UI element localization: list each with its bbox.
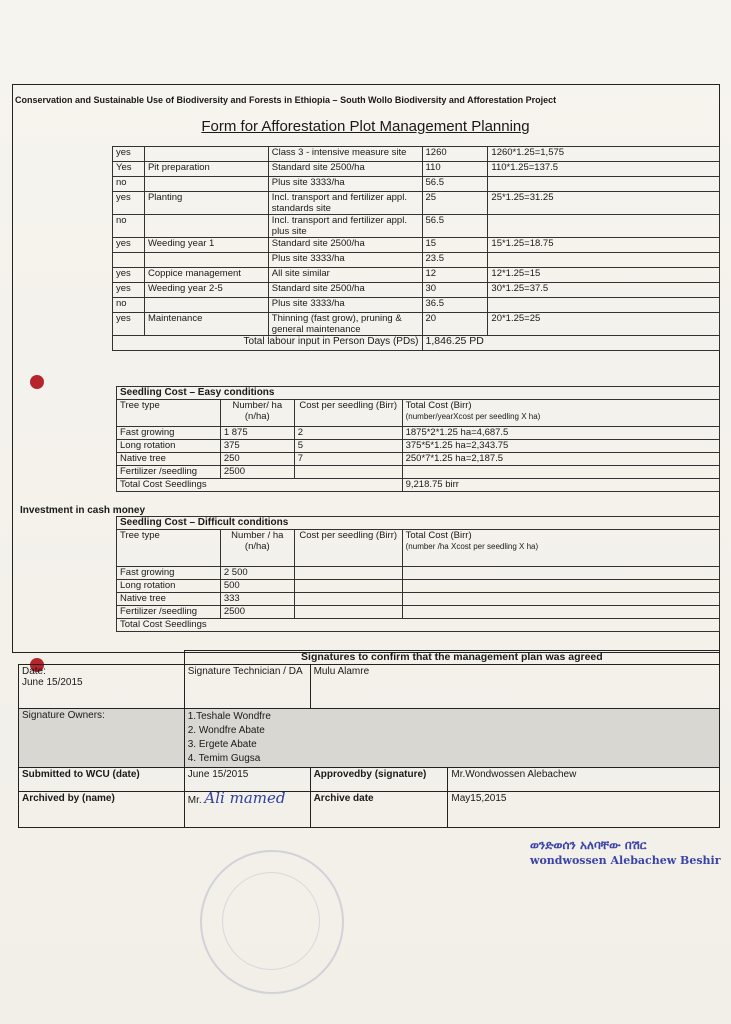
labour-yes-no: yes bbox=[113, 283, 145, 298]
easy-tree-type: Fertilizer /seedling bbox=[117, 466, 221, 479]
archived-signature: Ali mamed bbox=[204, 789, 286, 807]
labour-row bbox=[113, 162, 720, 177]
technician-label: Signature Technician / DA bbox=[184, 665, 310, 709]
easy-col-number: Number/ ha (n/ha) bbox=[220, 400, 294, 427]
labour-calculation: 110*1.25=137.5 bbox=[488, 162, 720, 177]
labour-yes-no: Yes bbox=[113, 162, 145, 177]
easy-number: 250 bbox=[220, 453, 294, 466]
difficult-cost bbox=[294, 567, 402, 580]
labour-site: Thinning (fast grow), pruning & general maintenance bbox=[268, 313, 422, 336]
easy-cost: 2 bbox=[294, 427, 402, 440]
difficult-total bbox=[402, 580, 719, 593]
labour-activity: Maintenance bbox=[144, 313, 268, 336]
labour-yes-no: yes bbox=[113, 192, 145, 215]
investment-label: Investment in cash money bbox=[20, 505, 146, 516]
easy-row bbox=[117, 453, 720, 466]
labour-site: Plus site 3333/ha bbox=[268, 253, 422, 268]
labour-person-days: 12 bbox=[422, 268, 488, 283]
easy-col-total-label: Total Cost (Birr) bbox=[405, 400, 472, 411]
easy-title: Seedling Cost – Easy conditions bbox=[117, 387, 720, 400]
labour-activity bbox=[144, 147, 268, 162]
archived-value bbox=[184, 789, 310, 828]
labour-calculation bbox=[488, 215, 720, 238]
labour-row bbox=[113, 283, 720, 298]
labour-activity: Weeding year 1 bbox=[144, 238, 268, 253]
difficult-tree-type: Long rotation bbox=[117, 580, 221, 593]
easy-row bbox=[117, 466, 720, 479]
signature-heading: Signatures to confirm that the management plan was agreed bbox=[184, 651, 719, 665]
labour-activity: Pit preparation bbox=[144, 162, 268, 177]
easy-total: 1875*2*1.25 ha=4,687.5 bbox=[402, 427, 719, 440]
archive-date-label: Archive date bbox=[310, 792, 448, 828]
difficult-seedling-table bbox=[116, 516, 720, 632]
labour-person-days: 1260 bbox=[422, 147, 488, 162]
labour-activity bbox=[144, 177, 268, 192]
easy-total: 375*5*1.25 ha=2,343.75 bbox=[402, 440, 719, 453]
stamp-amharic: ወንድወሰን አለባቸው በሽር bbox=[530, 838, 647, 852]
labour-yes-no: yes bbox=[113, 147, 145, 162]
labour-calculation bbox=[488, 253, 720, 268]
difficult-number: 2 500 bbox=[220, 567, 294, 580]
difficult-cost bbox=[294, 606, 402, 619]
approved-label: Approvedby (signature) bbox=[310, 768, 448, 792]
difficult-row bbox=[117, 567, 720, 580]
difficult-total bbox=[402, 567, 719, 580]
labour-person-days: 15 bbox=[422, 238, 488, 253]
signature-table bbox=[18, 650, 720, 828]
labour-person-days: 110 bbox=[422, 162, 488, 177]
easy-total bbox=[402, 466, 719, 479]
labour-yes-no: no bbox=[113, 298, 145, 313]
difficult-row bbox=[117, 593, 720, 606]
easy-number: 2500 bbox=[220, 466, 294, 479]
stamp-latin: wondwossen Alebachew Beshir bbox=[530, 854, 721, 867]
technician-name: Mulu Alamre bbox=[310, 665, 719, 709]
submitted-label: Submitted to WCU (date) bbox=[19, 768, 185, 792]
difficult-number: 2500 bbox=[220, 606, 294, 619]
labour-table bbox=[112, 146, 720, 351]
labour-activity bbox=[144, 215, 268, 238]
owner-2: 2. Wondfre Abate bbox=[187, 725, 265, 736]
labour-person-days: 23.5 bbox=[422, 253, 488, 268]
archived-label: Archived by (name) bbox=[19, 792, 185, 828]
labour-site: Plus site 3333/ha bbox=[268, 177, 422, 192]
easy-total-label: Total Cost Seedlings bbox=[117, 479, 403, 492]
easy-number: 1 875 bbox=[220, 427, 294, 440]
difficult-cost bbox=[294, 580, 402, 593]
difficult-col-total bbox=[402, 530, 719, 567]
owner-1: 1.Teshale Wondfre bbox=[187, 711, 271, 722]
difficult-col-type: Tree type bbox=[117, 530, 221, 567]
labour-calculation: 12*1.25=15 bbox=[488, 268, 720, 283]
labour-activity bbox=[144, 253, 268, 268]
labour-calculation bbox=[488, 177, 720, 192]
easy-seedling-table bbox=[116, 386, 720, 492]
labour-row bbox=[113, 192, 720, 215]
easy-col-total-note: (number/yearXcost per seedling X ha) bbox=[405, 412, 541, 421]
labour-calculation: 30*1.25=37.5 bbox=[488, 283, 720, 298]
labour-row bbox=[113, 147, 720, 162]
easy-col-cost: Cost per seedling (Birr) bbox=[294, 400, 402, 427]
date-label: Date: bbox=[22, 666, 46, 677]
easy-total-value: 9,218.75 birr bbox=[402, 479, 719, 492]
labour-row bbox=[113, 177, 720, 192]
date-cell bbox=[19, 665, 185, 709]
approved-value: Mr.Wondwossen Alebachew bbox=[448, 768, 720, 792]
difficult-row bbox=[117, 606, 720, 619]
labour-row bbox=[113, 238, 720, 253]
easy-col-total bbox=[402, 400, 719, 427]
labour-site: Standard site 2500/ha bbox=[268, 283, 422, 298]
labour-activity: Coppice management bbox=[144, 268, 268, 283]
labour-yes-no bbox=[113, 253, 145, 268]
labour-site: Class 3 - intensive measure site bbox=[268, 147, 422, 162]
easy-tree-type: Long rotation bbox=[117, 440, 221, 453]
labour-calculation: 25*1.25=31.25 bbox=[488, 192, 720, 215]
signature-section bbox=[18, 650, 720, 828]
easy-col-type: Tree type bbox=[117, 400, 221, 427]
difficult-total-label: Total Cost Seedlings bbox=[117, 619, 720, 632]
labour-site: Standard site 2500/ha bbox=[268, 162, 422, 177]
labour-row bbox=[113, 298, 720, 313]
easy-cost bbox=[294, 466, 402, 479]
difficult-total bbox=[402, 606, 719, 619]
labour-person-days: 25 bbox=[422, 192, 488, 215]
easy-row bbox=[117, 427, 720, 440]
labour-calculation: 1260*1.25=1,575 bbox=[488, 147, 720, 162]
labour-calculation: 20*1.25=25 bbox=[488, 313, 720, 336]
labour-site: Plus site 3333/ha bbox=[268, 298, 422, 313]
archived-prefix: Mr. bbox=[187, 795, 202, 806]
easy-tree-type: Fast growing bbox=[117, 427, 221, 440]
difficult-total bbox=[402, 593, 719, 606]
owners-list bbox=[184, 709, 719, 768]
difficult-number: 333 bbox=[220, 593, 294, 606]
easy-tree-type: Native tree bbox=[117, 453, 221, 466]
labour-row bbox=[113, 313, 720, 336]
labour-total-value: 1,846.25 PD bbox=[422, 336, 719, 351]
labour-row bbox=[113, 253, 720, 268]
labour-person-days: 56.5 bbox=[422, 177, 488, 192]
date-value: June 15/2015 bbox=[22, 677, 83, 688]
labour-calculation: 15*1.25=18.75 bbox=[488, 238, 720, 253]
labour-activity bbox=[144, 298, 268, 313]
labour-person-days: 20 bbox=[422, 313, 488, 336]
labour-row bbox=[113, 268, 720, 283]
owner-3: 3. Ergete Abate bbox=[187, 739, 257, 750]
labour-total-row bbox=[113, 336, 720, 351]
difficult-col-total-label: Total Cost (Birr) bbox=[405, 530, 472, 541]
name-stamp bbox=[530, 838, 721, 868]
labour-total-label: Total labour input in Person Days (PDs) bbox=[113, 336, 423, 351]
difficult-cost bbox=[294, 593, 402, 606]
easy-cost: 5 bbox=[294, 440, 402, 453]
labour-site: Incl. transport and fertilizer appl. standards site bbox=[268, 192, 422, 215]
easy-row bbox=[117, 440, 720, 453]
easy-number: 375 bbox=[220, 440, 294, 453]
form-title: Form for Afforestation Plot Management Planning bbox=[201, 118, 530, 135]
difficult-col-total-note: (number /ha Xcost per seedling X ha) bbox=[405, 542, 539, 551]
labour-yes-no: no bbox=[113, 215, 145, 238]
owners-label: Signature Owners: bbox=[19, 709, 185, 768]
labour-site: Incl. transport and fertilizer appl. plus site bbox=[268, 215, 422, 238]
labour-site: Standard site 2500/ha bbox=[268, 238, 422, 253]
project-header: Conservation and Sustainable Use of Biodiversity and Forests in Ethiopia – South Wollo Biodiversity and Afforestation Project bbox=[12, 84, 720, 106]
archive-date-value: May15,2015 bbox=[448, 792, 720, 828]
easy-total: 250*7*1.25 ha=2,187.5 bbox=[402, 453, 719, 466]
difficult-title: Seedling Cost – Difficult conditions bbox=[117, 517, 720, 530]
labour-person-days: 30 bbox=[422, 283, 488, 298]
labour-person-days: 36.5 bbox=[422, 298, 488, 313]
labour-site: All site similar bbox=[268, 268, 422, 283]
labour-activity: Weeding year 2-5 bbox=[144, 283, 268, 298]
difficult-tree-type: Fast growing bbox=[117, 567, 221, 580]
difficult-tree-type: Native tree bbox=[117, 593, 221, 606]
labour-yes-no: yes bbox=[113, 268, 145, 283]
labour-calculation bbox=[488, 298, 720, 313]
labour-activity: Planting bbox=[144, 192, 268, 215]
labour-yes-no: yes bbox=[113, 238, 145, 253]
difficult-tree-type: Fertilizer /seedling bbox=[117, 606, 221, 619]
labour-row bbox=[113, 215, 720, 238]
owner-4: 4. Temim Gugsa bbox=[187, 753, 261, 764]
labour-yes-no: yes bbox=[113, 313, 145, 336]
easy-cost: 7 bbox=[294, 453, 402, 466]
difficult-col-number: Number / ha (n/ha) bbox=[220, 530, 294, 567]
difficult-col-cost: Cost per seedling (Birr) bbox=[294, 530, 402, 567]
difficult-row bbox=[117, 580, 720, 593]
submitted-value: June 15/2015 bbox=[184, 768, 310, 792]
faded-seal bbox=[200, 850, 344, 994]
labour-person-days: 56.5 bbox=[422, 215, 488, 238]
labour-yes-no: no bbox=[113, 177, 145, 192]
difficult-number: 500 bbox=[220, 580, 294, 593]
